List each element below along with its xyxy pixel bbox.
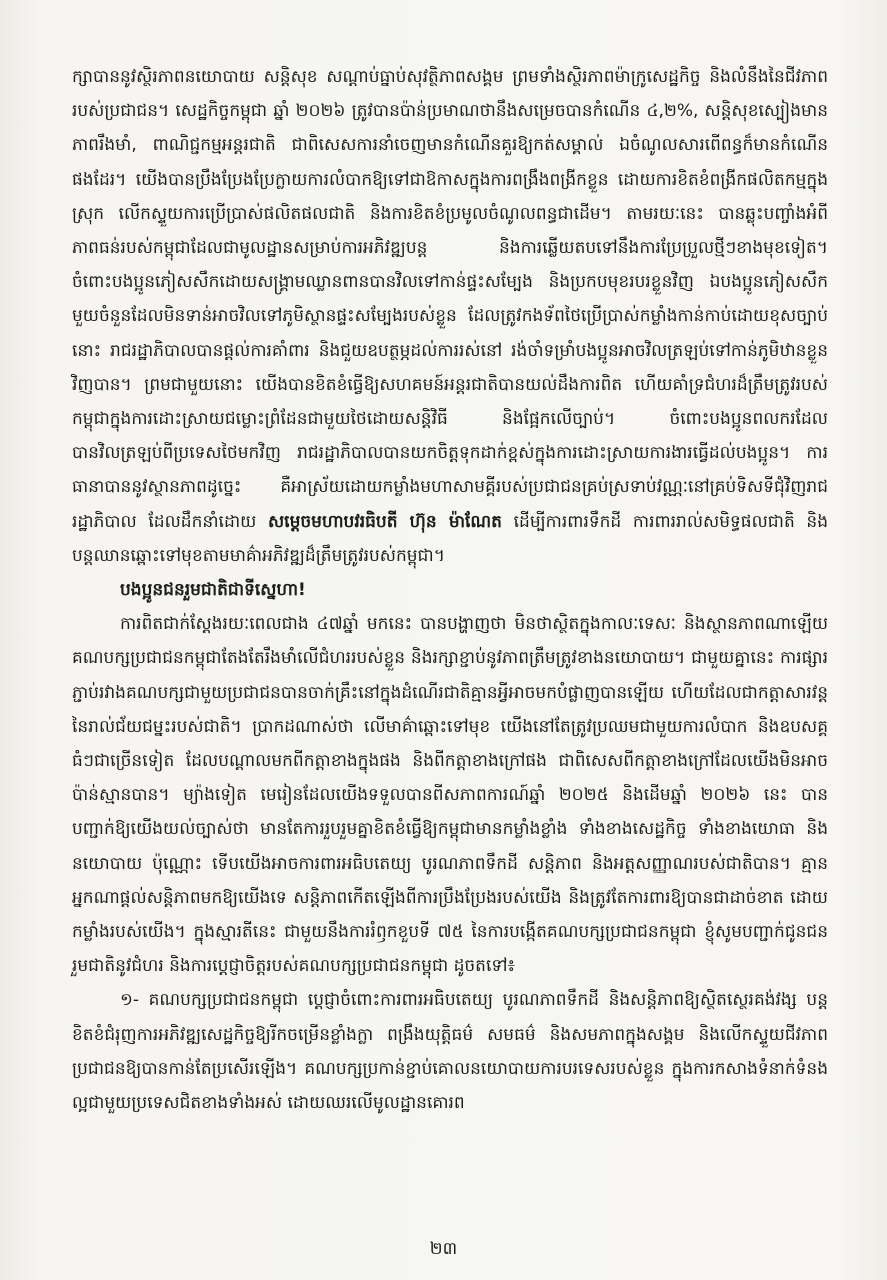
salutation-heading: បងប្អូនជនរួមជាតិជាទីស្នេហា! [120,580,306,601]
paragraph-1-end: ដើម្បីការពារទឹកដី ការពាររាល់សមិទ្ធផលជាតិ និងបន្តឈានឆ្ពោះទៅមុខតាមមាគ៌ាអភិវឌ្ឍដ៏ត្រឹមត្រូវរបស់កម្ពុជា។ [72,511,828,566]
paragraph-2: ការពិតជាក់ស្តែងរយៈពេលជាង ៤៧ឆ្នាំ មកនេះ បានបង្ហាញថា មិនថាស្ថិតក្នុងកាលៈទេសៈ និងស្ថានភាពណាឡើយ គណបក្សប្រជាជនកម្ពុជាតែងតែរឹងមាំលើជំហររបស់ខ្លួន និងរក្សាខ្ជាប់នូវភាពត្រឹមត្រូវខាងនយោបាយ។ ជាមួយគ្នានេះ ការផ្សារភ្ជាប់រវាងគណបក្សជាមួយប្រជាជនបានចាក់គ្រឹះនៅក្នុងដំណើរជាតិគ្មានអ្វីអាចមកបំផ្លាញបានឡើយ ហើយដែលជាកត្តាសារវន្តនៃរាល់ជ័យជម្នះរបស់ជាតិ។ ប្រាកដណាស់ថា លើមាគ៌ាឆ្ពោះទៅមុខ យើងនៅតែត្រូវប្រឈមជាមួយការលំបាក និងឧបសគ្គធំៗជាច្រើនទៀត ដែលបណ្តាលមកពីកត្តាខាងក្នុងផង និងពីកត្តាខាងក្រៅផង ជាពិសេសពីកត្តាខាងក្រៅដែលយើងមិនអាចប៉ាន់ស្មានបាន។ ម្យ៉ាងទៀត មេរៀនដែលយើងទទួលបានពីសភាពការណ៍ឆ្នាំ ២០២៥ និងដើមឆ្នាំ ២០២៦ នេះ បានបញ្ជាក់ឱ្យយើងយល់ច្បាស់ថា មានតែការរួបរួមគ្នាខិតខំធ្វើឱ្យកម្ពុជាមានកម្លាំងខ្លាំង ទាំងខាងសេដ្ឋកិច្ច ទាំងខាងយោធា និងនយោបាយ ប៉ុណ្ណោះ ទើបយើងអាចការពារអធិបតេយ្យ បូរណភាពទឹកដី សន្តិភាព និងអត្តសញ្ញាណរបស់ជាតិបាន។ គ្មានអ្នកណាផ្តល់សន្តិភាពមកឱ្យយើងទេ សន្តិភាពកើតឡើងពីការប្រឹងប្រែងរបស់យើង និងត្រូវតែការពារឱ្យបានជាដាច់ខាត ដោយកម្លាំងរបស់យើង។ ក្នុងស្មារតីនេះ ជាមួយនឹងការរំឭកខួបទី ៧៥ នៃការបង្កើតគណបក្សប្រជាជនកម្ពុជា ខ្ញុំសូមបញ្ជាក់ជូនជនរួមជាតិនូវជំហរ និងការប្តេជ្ញាចិត្តរបស់គណបក្សប្រជាជនកម្ពុជា ដូចតទៅ៖ [72,614,828,977]
paragraph-3: ១- គណបក្សប្រជាជនកម្ពុជា ប្តេជ្ញាចំពោះការពារអធិបតេយ្យ បូរណភាពទឹកដី និងសន្តិភាពឱ្យស្ថិតស្ថេរគង់វង្ស បន្តខិតខំជំរុញការអភិវឌ្ឍសេដ្ឋកិច្ចឱ្យរីកចម្រើនខ្លាំងក្លា ពង្រឹងយុត្តិធម៌ សមធម៌ និងសមភាពក្នុងសង្គម និងលើកស្ទួយជីវភាពប្រជាជនឱ្យបានកាន់តែប្រសើរឡើង។ គណបក្សប្រកាន់ខ្ជាប់គោលនយោបាយការបរទេសរបស់ខ្លួន ក្នុងការកសាងទំនាក់ទំនងល្អជាមួយប្រទេសជិតខាងទាំងអស់ ដោយឈរលើមូលដ្ឋានគោរព [72,990,828,1114]
paragraph-1-text: ក្សាបាននូវស្ថិរភាពនយោបាយ សន្តិសុខ សណ្តាប់ធ្នាប់សុវត្ថិភាពសង្គម ព្រមទាំងស្ថិរភាពម៉ាក្រូសេដ្ឋកិច្ច និងលំនឹងនៃជីវភាពរបស់ប្រជាជន។ សេដ្ឋកិច្ចកម្ពុជា ឆ្នាំ ២០២៦ ត្រូវបានប៉ាន់ប្រមាណថានឹងសម្រេចបានកំណើន ៤,២%, សន្តិសុខស្បៀងមានភាពរឹងមាំ, ពាណិជ្ជកម្មអន្តរជាតិ ជាពិសេសការនាំចេញមានកំណើនគួរឱ្យកត់សម្គាល់ ឯចំណូលសារពើពន្ធក៏មានកំណើនផងដែរ។ យើងបានប្រឹងប្រែងប្រែក្លាយការលំបាកឱ្យទៅជាឱកាសក្នុងការពង្រឹងពង្រីកខ្លួន ដោយការខិតខំពង្រីកផលិតកម្មក្នុងស្រុក លើកស្ទួយការប្រើប្រាស់ផលិតផលជាតិ និងការខិតខំប្រមូលចំណូលពន្ធជាដើម។ តាមរយៈនេះ បានឆ្លុះបញ្ចាំងអំពីភាពធន់របស់កម្ពុជាដែលជាមូលដ្ឋានសម្រាប់ការអភិវឌ្ឍបន្ត និងការឆ្លើយតបទៅនឹងការប្រែប្រួលថ្មីៗខាងមុខទៀត។ ចំពោះបងប្អូនភៀសសឹកដោយសង្គ្រាមឈ្លានពានបានវិលទៅកាន់ផ្ទះសម្បែង និងប្រកបមុខរបរខ្លួនវិញ ឯបងប្អូនភៀសសឹកមួយចំនួនដែលមិនទាន់អាចវិលទៅភូមិស្ថានផ្ទះសម្បែងរបស់ខ្លួន ដែលត្រូវកងទ័ពថៃប្រើប្រាស់កម្លាំងកាន់កាប់ដោយខុសច្បាប់នោះ រាជរដ្ឋាភិបាលបានផ្តល់ការគាំពារ និងជួយឧបត្ថម្ភដល់ការរស់នៅ រង់ចាំទម្រាំបងប្អូនអាចវិលត្រឡប់ទៅកាន់ភូមិឋានខ្លួនវិញបាន។ ព្រមជាមួយនោះ យើងបានខិតខំធ្វើឱ្យសហគមន៍អន្តរជាតិបានយល់ដឹងការពិត ហើយគាំទ្រជំហរដ៏ត្រឹមត្រូវរបស់កម្ពុជាក្នុងការដោះស្រាយជម្លោះព្រំដែនជាមួយថៃដោយសន្តិវិធី និងផ្អែកលើច្បាប់។ ចំពោះបងប្អូនពលករដែលបានវិលត្រឡប់ពីប្រទេសថៃមកវិញ រាជរដ្ឋាភិបាលបានយកចិត្តទុកដាក់ខ្ពស់ក្នុងការដោះស្រាយការងារធ្វើដល់បងប្អូន។ ការធានាបាននូវស្ថានភាពដូច្នេះ គឺអាស្រ័យដោយកម្លាំងមហាសាមគ្គីរបស់ប្រជាជនគ្រប់ស្រទាប់វណ្ណៈនៅគ្រប់ទិសទីជុំវិញរាជរដ្ឋាភិបាល ដែលដឹកនាំដោយ [72,67,828,532]
page-number: ២៣ [429,1239,458,1259]
body-text [72,60,828,1120]
paragraph-1 [72,60,828,573]
leader-name: សម្តេចមហាបវរធិបតី ហ៊ុន ម៉ាណែត [268,511,502,532]
